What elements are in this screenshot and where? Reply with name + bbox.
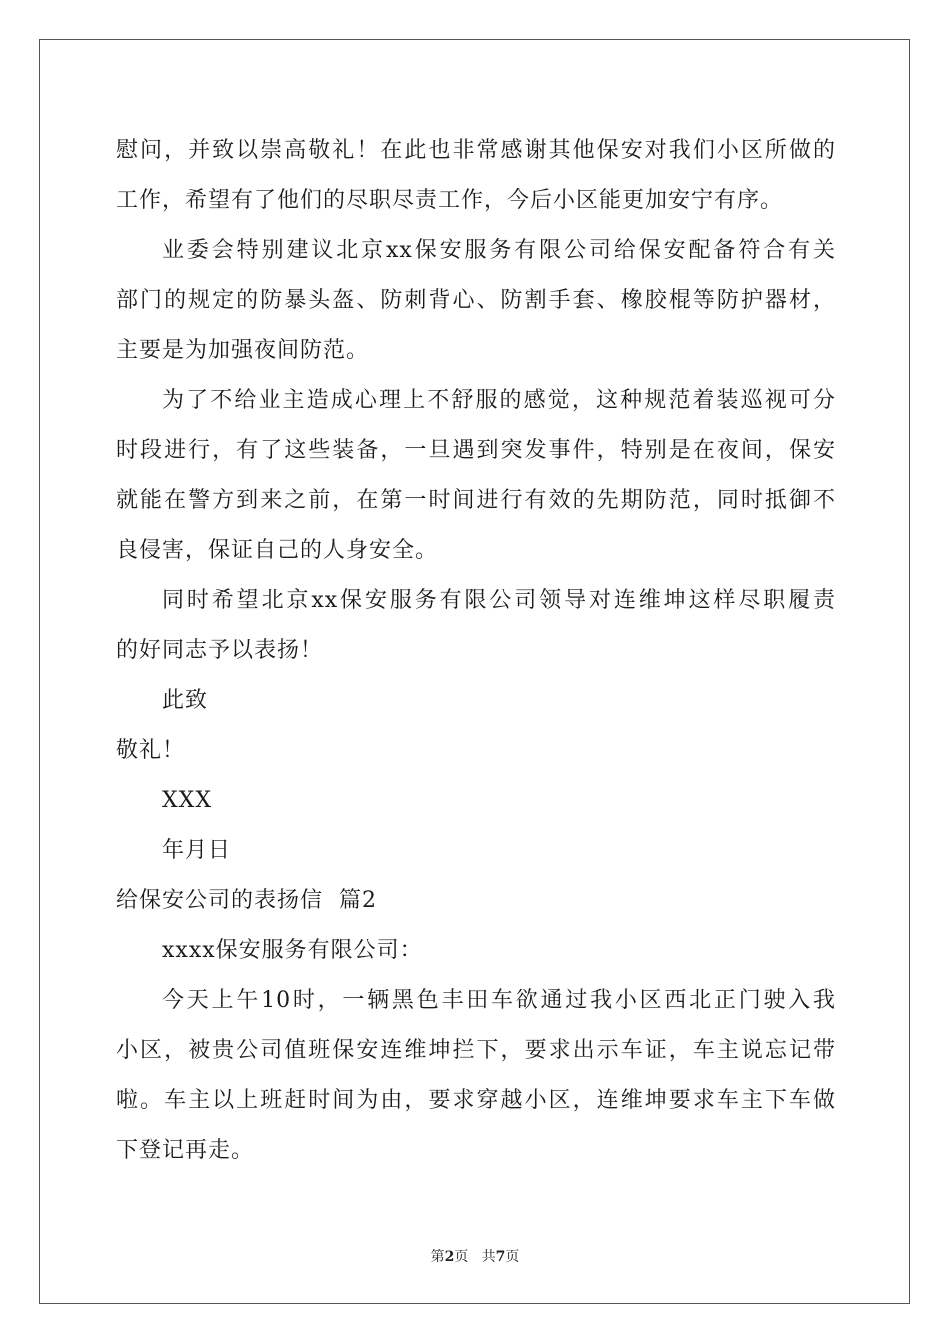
- document-body: [116, 126, 836, 1176]
- text-line: 工作，希望有了他们的尽职尽责工作，今后小区能更加安宁有序。: [116, 188, 784, 213]
- section-heading: 给保安公司的表扬信 篇2: [116, 888, 377, 913]
- page-footer: [0, 1246, 950, 1266]
- text-line: 小区，被贵公司值班保安连维坤拦下，要求出示车证，车主说忘记带: [116, 1038, 836, 1063]
- signature-name: XXX: [162, 788, 212, 813]
- text-line: 今天上午10时，一辆黑色丰田车欲通过我小区西北正门驶入我: [162, 988, 836, 1013]
- text-line: 下登记再走。: [116, 1138, 255, 1163]
- page-number-prefix: 第: [430, 1249, 445, 1265]
- closing-salutation: 此致: [162, 688, 209, 713]
- text-line: 为了不给业主造成心理上不舒服的感觉，这种规范着装巡视可分: [162, 388, 836, 413]
- page-number-suffix: 页: [454, 1249, 469, 1265]
- text-line: 良侵害，保证自己的人身安全。: [116, 538, 439, 563]
- text-line: 啦。车主以上班赶时间为由，要求穿越小区，连维坤要求车主下车做: [116, 1088, 836, 1113]
- closing-respect: 敬礼！: [116, 738, 186, 763]
- total-pages-suffix: 页: [505, 1249, 520, 1265]
- text-line: 业委会特别建议北京xx保安服务有限公司给保安配备符合有关: [162, 238, 836, 263]
- text-line: 慰问，并致以崇高敬礼！在此也非常感谢其他保安对我们小区所做的: [116, 138, 836, 163]
- letter-recipient: xxxx保安服务有限公司：: [162, 938, 423, 963]
- text-line: 就能在警方到来之前，在第一时间进行有效的先期防范，同时抵御不: [116, 488, 836, 513]
- text-line: 主要是为加强夜间防范。: [116, 338, 370, 363]
- text-line: 部门的规定的防暴头盔、防刺背心、防割手套、橡胶棍等防护器材，: [116, 288, 836, 313]
- text-line: 的好同志予以表扬！: [116, 638, 324, 663]
- signature-date: 年月日: [162, 838, 232, 863]
- total-pages-prefix: 共: [481, 1249, 496, 1265]
- text-line: 时段进行，有了这些装备，一旦遇到突发事件，特别是在夜间，保安: [116, 438, 836, 463]
- page-number: 2: [444, 1249, 455, 1265]
- total-pages: 7: [495, 1249, 506, 1265]
- text-line: 同时希望北京xx保安服务有限公司领导对连维坤这样尽职履责: [162, 588, 836, 613]
